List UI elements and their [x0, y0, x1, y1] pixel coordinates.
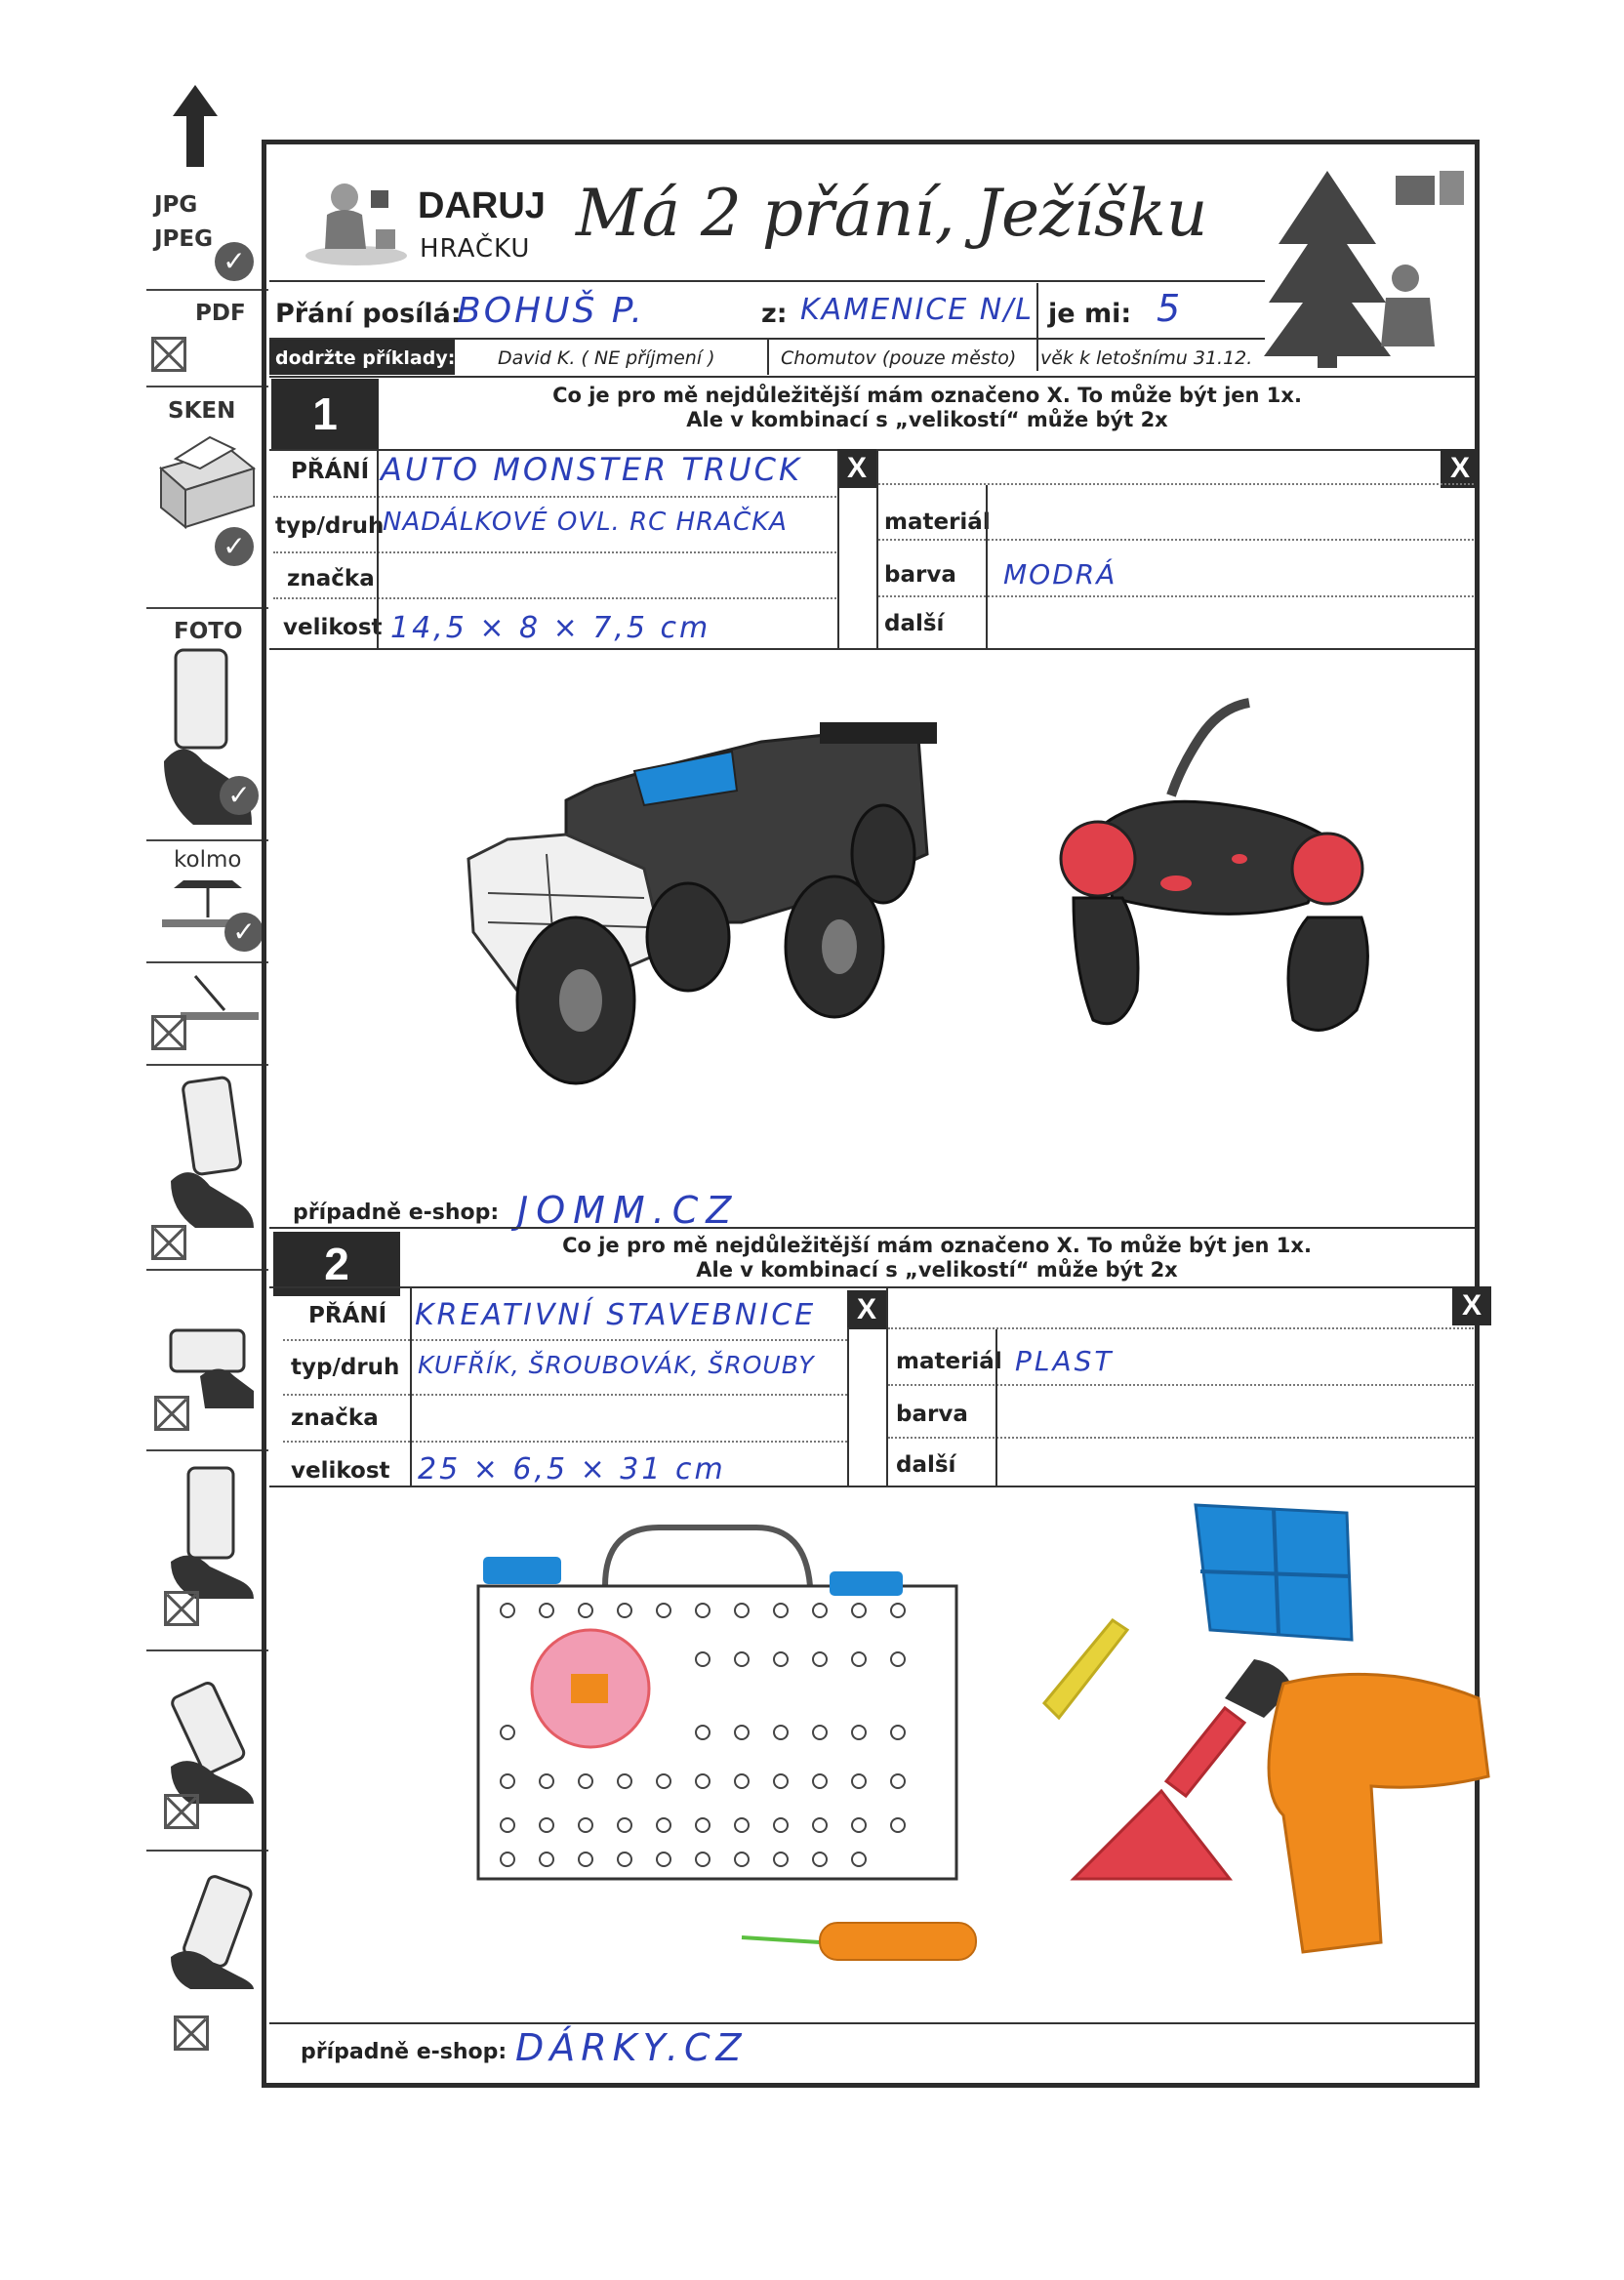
wish-2-typ-label: typ/druh: [291, 1355, 400, 1380]
age-label: je mi:: [1048, 299, 1132, 329]
wish-2-velikost-label: velikost: [291, 1458, 390, 1484]
blue-cube-drawing: [1196, 1505, 1352, 1640]
monster-truck-drawing: [468, 722, 937, 1083]
wish-1-number: 1: [271, 379, 379, 449]
x-box-icon: [164, 1591, 199, 1626]
wish-2-prani-value: KREATIVNÍ STAVEBNICE: [415, 1298, 817, 1332]
example-age: věk k letošnímu 31.12.: [1040, 347, 1253, 369]
check-icon: ✓: [215, 527, 254, 566]
wish-1-znacka-label: značka: [287, 566, 375, 591]
sender-value: BOHUŠ P.: [457, 291, 645, 331]
wish-1-barva-label: barva: [884, 562, 956, 588]
wish-2-prani-label: PŘÁNÍ: [308, 1303, 387, 1328]
sender-label: Přání posílá:: [275, 299, 462, 329]
orange-drill-drawing: [1269, 1674, 1488, 1952]
wish-2-eshop-label: případně e-shop:: [301, 2040, 508, 2064]
age-value: 5: [1157, 287, 1184, 330]
kolmo-label: kolmo: [174, 847, 242, 873]
phone-tilted-icon: [161, 1074, 259, 1230]
wish-1-eshop-label: případně e-shop:: [293, 1201, 500, 1225]
yellow-connector-drawing: [1044, 1620, 1127, 1718]
check-icon: ✓: [224, 913, 264, 952]
logo-hracku: HRAČKU: [420, 234, 531, 264]
x-box-icon: [154, 1396, 189, 1431]
x-box-icon: [151, 337, 186, 372]
example-city: Chomutov (pouze město): [781, 347, 1017, 369]
phone-upright-icon: [161, 1464, 259, 1601]
wish-1-barva-value: MODRÁ: [1003, 558, 1117, 590]
check-icon: ✓: [220, 776, 259, 815]
child-with-toys-logo: [298, 176, 410, 268]
wish-2-x-left[interactable]: X: [847, 1290, 886, 1329]
christmas-tree-icon: [1259, 166, 1474, 371]
wish-2-number: 2: [273, 1232, 400, 1296]
wish-2-barva-label: barva: [896, 1402, 968, 1427]
example-name: David K. ( NE příjmení ): [498, 347, 715, 369]
x-box-icon: [164, 1794, 199, 1829]
scanner-icon: [151, 429, 259, 537]
phone-rotated-icon: [161, 1679, 259, 1806]
wish-2-znacka-label: značka: [291, 1405, 379, 1431]
wish-1-velikost-value: 14,5 × 8 × 7,5 cm: [390, 611, 711, 645]
logo-daruj: DARUJ: [418, 185, 546, 226]
wish-2-dalsi-label: další: [896, 1452, 956, 1478]
up-arrow-icon: [171, 83, 220, 169]
from-value: KAMENICE N/L: [800, 293, 1035, 327]
wish-1-drawing-monster-truck-and-remote: [449, 698, 1415, 1098]
wish-2-note: Co je pro mě nejdůležitější mám označeno X. To může být jen 1x. Ale v kombinací s „velikostí“ může být 2x: [562, 1234, 1312, 1282]
wish-1-eshop-value: JOMM.CZ: [517, 1189, 740, 1232]
wish-1-velikost-label: velikost: [283, 615, 383, 640]
wish-1-material-label: materiál: [884, 509, 991, 535]
from-label: z:: [761, 299, 788, 329]
wish-2-typ-value: KUFŘÍK, ŠROUBOVÁK, ŠROUBY: [418, 1351, 815, 1379]
format-sken: SKEN: [168, 398, 236, 424]
format-jpeg: JPEG: [154, 226, 214, 252]
red-triangle-drawing: [1074, 1791, 1230, 1879]
format-foto: FOTO: [174, 619, 243, 644]
check-icon: ✓: [215, 242, 254, 281]
wish-1-note: Co je pro mě nejdůležitější mám označeno X. To může být jen 1x. Ale v kombinací s „velikostí“ může být 2x: [552, 384, 1302, 431]
wish-2-eshop-value: DÁRKY.CZ: [515, 2026, 748, 2069]
wish-1-typ-label: typ/druh: [275, 513, 385, 539]
page-title: Má 2 přání, Ježíšku: [576, 176, 1208, 251]
wish-2-velikost-value: 25 × 6,5 × 31 cm: [418, 1452, 726, 1486]
examples-label: dodržte příklady:: [275, 347, 456, 369]
x-box-icon: [174, 2015, 209, 2051]
wish-1-typ-value: NADÁLKOVÉ OVL. RC HRAČKA: [383, 508, 788, 537]
wish-1-prani-value: AUTO MONSTER TRUCK: [381, 451, 802, 488]
wish-2-material-value: PLAST: [1015, 1345, 1115, 1377]
x-box-icon: [151, 1225, 186, 1260]
format-jpg: JPG: [154, 192, 198, 218]
wish-2-x-right[interactable]: X: [1452, 1286, 1491, 1325]
toolbox-drawing: [478, 1527, 956, 1879]
x-box-icon: [151, 1015, 186, 1050]
wish-1-x-right[interactable]: X: [1441, 449, 1480, 488]
screwdriver-drawing: [742, 1923, 976, 1960]
wish-2-material-label: materiál: [896, 1349, 1002, 1374]
wish-1-x-left[interactable]: X: [837, 449, 876, 488]
wish-2-drawing-toolbox-set: [444, 1493, 1498, 1991]
angled-icon: [176, 971, 264, 1030]
format-pdf: PDF: [195, 301, 246, 326]
wish-1-dalsi-label: další: [884, 611, 945, 636]
remote-control-drawing: [1061, 703, 1367, 1030]
phone-tilted-back-icon: [161, 1874, 259, 1991]
wish-1-prani-label: PŘÁNÍ: [291, 459, 370, 484]
